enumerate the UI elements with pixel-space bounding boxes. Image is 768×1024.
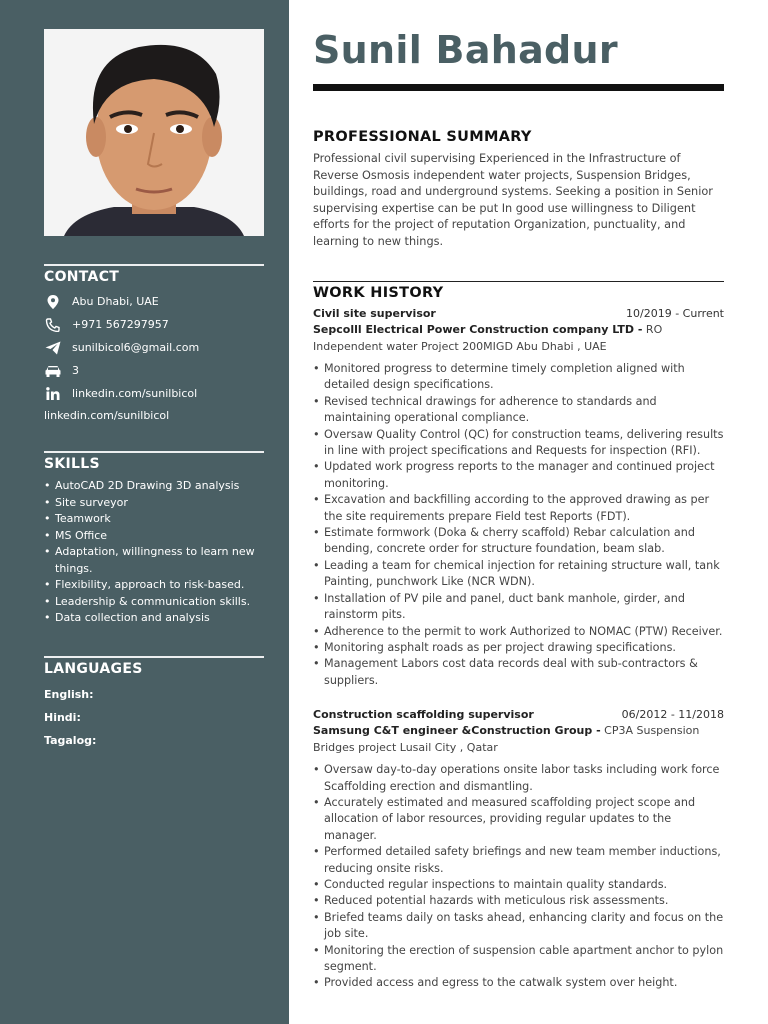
linkedin-extra-line[interactable]: linkedin.com/sunilbicol [44, 409, 170, 422]
job-bullet: • Revised technical drawings for adherence to standards and maintaining operational compliance. [313, 394, 724, 427]
job-bullet: • Monitoring asphalt roads as per project drawing specifications. [313, 640, 724, 656]
skill-item: • Site surveyor [44, 495, 264, 512]
contact-vehicle [44, 359, 264, 382]
location-text: Abu Dhabi, UAE [72, 295, 159, 308]
portrait-image [44, 29, 264, 236]
job-bullet: • Oversaw day-to-day operations onsite labor tasks including work force Scaffolding erection and dismantling. [313, 762, 724, 795]
name-underline [313, 84, 724, 91]
project-details: RO Independent water Project 200MIGD Abu Dhabi , UAE [313, 323, 663, 353]
job-bullet: • Monitored progress to determine timely completion aligned with detailed design specifications. [313, 361, 724, 394]
job-dates: 10/2019 - Current [626, 307, 724, 320]
company-name: Sepcolll Electrical Power Construction company LTD - [313, 323, 643, 336]
sidebar [0, 0, 289, 1024]
job-bullet: • Installation of PV pile and panel, duct bank manhole, girder, and rainstorm pits. [313, 591, 724, 624]
language-item: Tagalog: [44, 734, 97, 747]
skills-divider [44, 451, 264, 453]
job-bullet: • Updated work progress reports to the manager and continued project monitoring. [313, 459, 724, 492]
job-company-line [313, 322, 724, 355]
phone-text: +971 567297957 [72, 318, 169, 331]
contact-email [44, 336, 264, 359]
contact-heading: CONTACT [44, 269, 120, 285]
skills-heading: SKILLS [44, 456, 100, 472]
job-bullets [313, 361, 724, 689]
work-history-divider [313, 281, 724, 282]
language-item: Hindi: [44, 711, 81, 724]
job-bullet: • Briefed teams daily on tasks ahead, enhancing clarity and focus on the job site. [313, 910, 724, 943]
vehicle-count-text: 3 [72, 364, 79, 377]
car-icon [44, 364, 61, 378]
contact-linkedin [44, 382, 264, 405]
job-bullet: • Reduced potential hazards with meticulous risk assessments. [313, 893, 724, 909]
skill-item: • Adaptation, willingness to learn new things. [44, 544, 264, 577]
job-bullet: • Performed detailed safety briefings and new team member inductions, reducing onsite risks. [313, 844, 724, 877]
skill-item: • Leadership & communication skills. [44, 594, 264, 611]
contact-phone [44, 313, 264, 336]
skill-item: • AutoCAD 2D Drawing 3D analysis [44, 478, 264, 495]
skill-item: • MS Office [44, 528, 264, 545]
jobs-list [313, 306, 724, 992]
work-history-section [313, 281, 724, 992]
contact-location [44, 290, 264, 313]
paper-plane-icon [44, 341, 61, 355]
job-header [313, 707, 724, 723]
contact-divider [44, 264, 264, 266]
project-details: CP3A Suspension Bridges project Lusail City , Qatar [313, 724, 700, 754]
job-entry [313, 707, 724, 992]
phone-icon [44, 318, 61, 332]
languages-heading: LANGUAGES [44, 661, 143, 677]
job-bullet: • Management Labors cost data records deal with sub-contractors & suppliers. [313, 656, 724, 689]
contact-section [44, 264, 264, 427]
job-bullet: • Estimate formwork (Doka & cherry scaffold) Rebar calculation and bending, concrete order for structure foundation, beam slab. [313, 525, 724, 558]
job-bullet: • Oversaw Quality Control (QC) for construction teams, delivering results in line with project specifications and Requests for inspection (RFI). [313, 427, 724, 460]
company-name: Samsung C&T engineer &Construction Group - [313, 724, 601, 738]
email-text[interactable]: sunilbicol6@gmail.com [72, 341, 200, 354]
work-history-heading: WORK HISTORY [313, 285, 444, 301]
job-title: Civil site supervisor [313, 307, 436, 320]
summary-section [313, 129, 724, 250]
job-bullet: • Monitoring the erection of suspension cable apartment anchor to pylon segment. [313, 943, 724, 976]
job-bullet: • Accurately estimated and measured scaffolding project scope and allocation of labor resources, providing regular updates to the manager. [313, 795, 724, 844]
profile-photo [44, 29, 264, 236]
linkedin-icon [44, 387, 61, 401]
job-title: Construction scaffolding supervisor [313, 708, 534, 722]
languages-section [44, 656, 264, 752]
job-bullet: • Adherence to the permit to work Authorized to NOMAC (PTW) Receiver. [313, 624, 724, 640]
skills-section [44, 451, 264, 627]
job-header [313, 306, 724, 322]
job-bullet: • Leading a team for chemical injection for retaining structure wall, tank Painting, punchwork Like (NCR WDN). [313, 558, 724, 591]
candidate-name: Sunil Bahadur [313, 28, 618, 72]
job-bullet: • Excavation and backfilling according to the approved drawing as per the site requirements prepare Field test Reports (FDT). [313, 492, 724, 525]
location-pin-icon [44, 295, 61, 309]
skill-item: • Teamwork [44, 511, 264, 528]
skills-list [44, 478, 264, 627]
skill-item: • Flexibility, approach to risk-based. [44, 577, 264, 594]
job-entry [313, 306, 724, 689]
job-company-line [313, 723, 724, 756]
job-bullet: • Conducted regular inspections to maintain quality standards. [313, 877, 724, 893]
language-item: English: [44, 688, 94, 701]
languages-divider [44, 656, 264, 658]
languages-list [44, 683, 264, 752]
summary-heading: PROFESSIONAL SUMMARY [313, 129, 532, 145]
job-dates: 06/2012 - 11/2018 [621, 708, 724, 722]
summary-text: Professional civil supervising Experienced in the Infrastructure of Reverse Osmosis independent water projects, Suspension Bridges, buildings, road and underground systems. Seeking a position in Senior supervising expertise can be put In good use willingness to Diligent efforts for the project of reputation Organization, punctuality, and learning to new things. [313, 152, 713, 248]
linkedin-text[interactable]: linkedin.com/sunilbicol [72, 387, 198, 400]
job-bullet: • Provided access and egress to the catwalk system over height. [313, 975, 724, 991]
skill-item: • Data collection and analysis [44, 610, 264, 627]
job-bullets [313, 762, 724, 992]
